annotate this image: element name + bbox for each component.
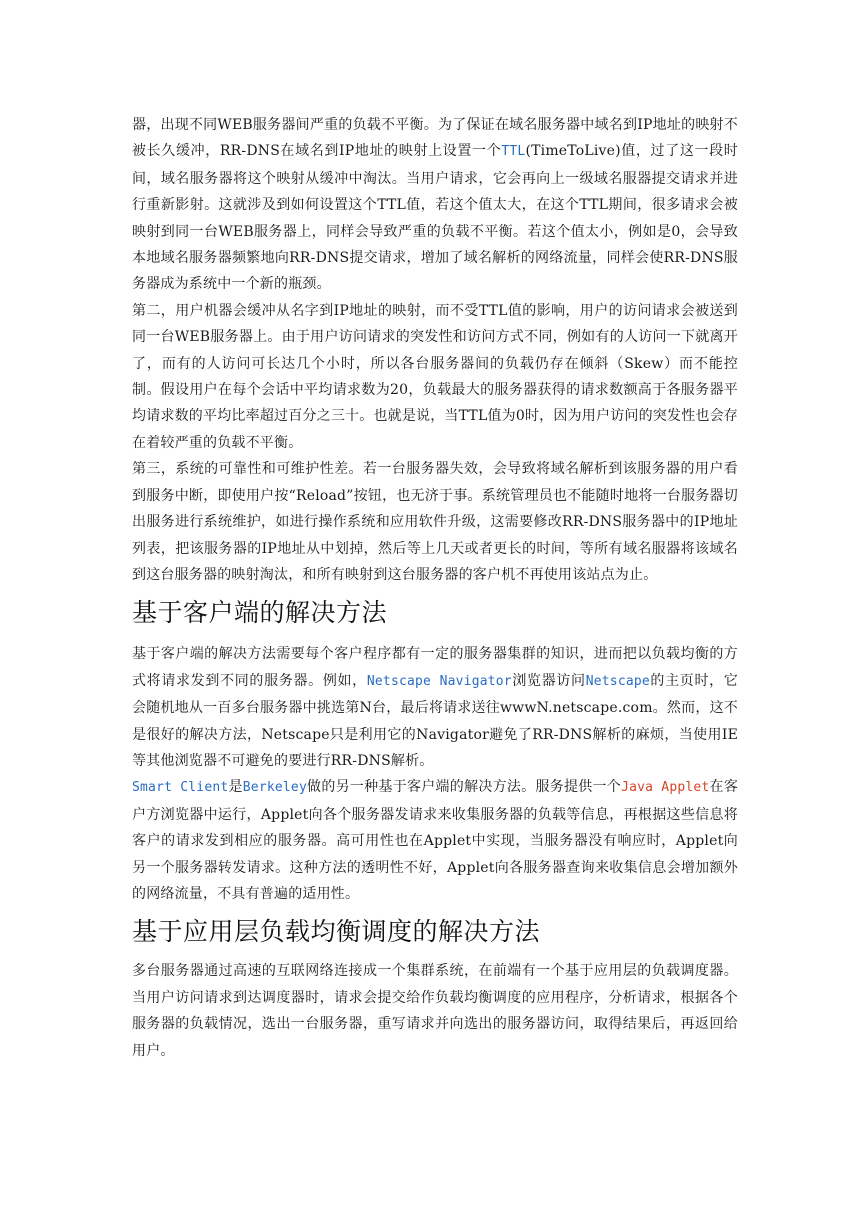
paragraph-third: 第三，系统的可靠性和可维护性差。若一台服务器失效，会导致将域名解析到该服务器的用户看到服务中断，即使用户按“Reload”按钮，也无济于事。系统管理员也不能随时地将一台服务器切出服务进行系统维护，如进行操作系统和应用软件升级，这需要修改RR-DNS服务器中的IP地址列表，把该服务器的IP地址从中划掉，然后等上几天或者更长的时间，等所有域名服器将该域名到这台服务器的映射淘汰，和所有映射到这台服务器的客户机不再使用该站点为止。 xyxy=(132,461,738,583)
heading-app-layer-solution: 基于应用层负载均衡调度的解决方法 xyxy=(132,917,541,947)
paragraph-second: 第二，用户机器会缓冲从名字到IP地址的映射，而不受TTL值的影响，用户的访问请求会被送到同一台WEB服务器上。由于用户访问请求的突发性和访问方式不同，例如有的人访问一下就离开了，而有的人访问可长达几个小时，所以各台服务器间的负载仍存在倾斜（Skew）而不能控制。假设用户在每个会话中平均请求数为20，负载最大的服务器获得的请求数额高于各服务器平均请求数的平均比率超过百分之三十。也就是说，当TTL值为0时，因为用户访问的突发性也会存在着较严重的负载不平衡。 xyxy=(132,302,738,451)
paragraph-app-layer: 多台服务器通过高速的互联网络连接成一个集群系统，在前端有一个基于应用层的负载调度器。当用户访问请求到达调度器时，请求会提交给作负载均衡调度的应用程序，分析请求，根据各个服务器的负载情况，选出一台服务器，重写请求并向选出的服务器访问，取得结果后，再返回给用户。 xyxy=(132,963,738,1059)
text: 器，出现不同WEB服务器间严重的负载不平衡。为了保证在域名服务器中域名到IP地址的映射不被长久缓冲，RR-DNS在域名到IP地址的映射上设置一个 xyxy=(132,117,738,160)
text: 做的另一种基于客户端的解决方法。服务提供一个 xyxy=(306,779,622,796)
heading-client-solution: 基于客户端的解决方法 xyxy=(132,598,388,628)
text: 的主页时，它会随机地从一百多台服务器中挑选第N台，最后将请求送往wwwN.netscape.com。然而，这不是很好的解决方法，Netscape只是利用它的Navigator避免了RR-DNS解析的麻烦，当使用IE等其他浏览器不可避免的要进行RR-DNS解析。 xyxy=(132,672,739,769)
text: 浏览器访问 xyxy=(511,672,586,689)
document-page xyxy=(132,112,738,1064)
text: 基于客户端的解决方法需要每个客户程序都有一定的服务器集群的知识，进而把以负载均衡的方式将请求发到不同的服务器。例如， xyxy=(132,646,738,689)
text: 是 xyxy=(228,779,243,796)
java-applet-link[interactable]: Java Applet xyxy=(621,780,710,796)
ttl-link[interactable]: TTL xyxy=(501,144,526,160)
netscape-navigator-link[interactable]: Netscape Navigator xyxy=(366,673,512,689)
paragraph-ttl xyxy=(132,112,738,298)
paragraph-client-intro xyxy=(132,641,738,774)
berkeley-link[interactable]: Berkeley xyxy=(242,780,307,796)
paragraph-smart-client xyxy=(132,774,738,907)
text: (TimeToLive)值，过了这一段时间，域名服务器将这个映射从缓冲中淘汰。当用户请求，它会再向上一级域名服器提交请求并进行重新影射。这就涉及到如何设置这个TTL值，若这个值太大，在这个TTL期间，很多请求会被映射到同一台WEB服务器上，同样会导致严重的负载不平衡。若这个值太小，例如是0，会导致本地域名服务器频繁地向RR-DNS提交请求，增加了域名解析的网络流量，同样会使RR-DNS服务器成为系统中一个新的瓶颈。 xyxy=(132,143,738,293)
netscape-link[interactable]: Netscape xyxy=(585,673,650,689)
text: 在客户方浏览器中运行，Applet向各个服务器发请求来收集服务器的负载等信息，再根据这些信息将客户的请求发到相应的服务器。高可用性也在Applet中实现，当服务器没有响应时，Applet向另一个服务器转发请求。这种方法的透明性不好，Applet向各服务器查询来收集信息会增加额外的网络流量，不具有普遍的适用性。 xyxy=(132,779,739,902)
smart-client-link[interactable]: Smart Client xyxy=(132,780,229,796)
